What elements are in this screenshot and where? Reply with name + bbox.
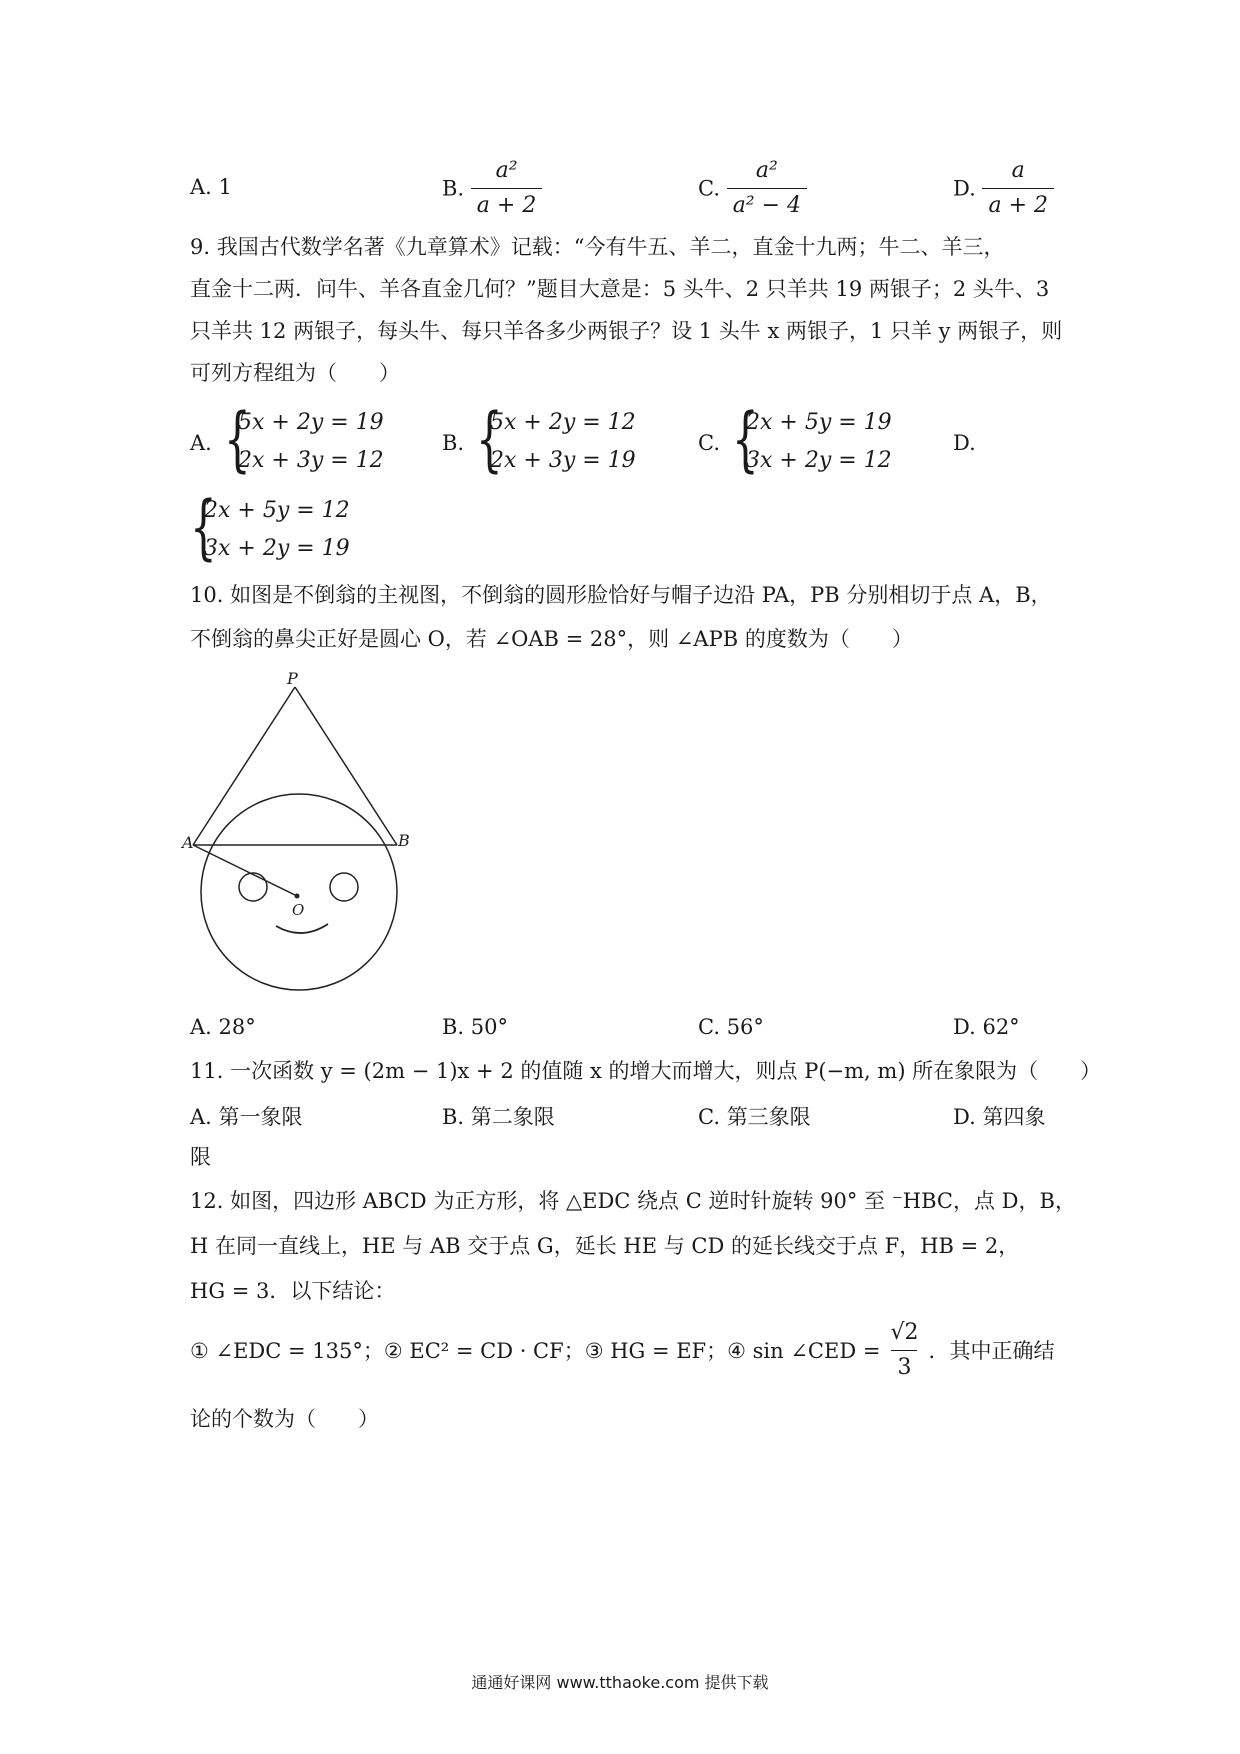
equation: 2x + 3y = 12 <box>238 448 384 473</box>
q10-line-2: 不倒翁的鼻尖正好是圆心 O，若 ∠OAB = 28°，则 ∠APB 的度数为（ ） <box>190 627 913 651</box>
q10-option-a <box>190 1012 256 1042</box>
label-o: O <box>292 901 305 919</box>
label-a: A <box>182 833 194 852</box>
brace-icon: { <box>190 486 217 568</box>
fraction-denominator: a + 2 <box>471 188 543 221</box>
option-text: 1 <box>218 175 232 199</box>
option-fraction <box>727 156 807 221</box>
hat-edge-pb <box>295 687 397 845</box>
q12-line-4 <box>190 1318 1054 1383</box>
q10-line-1: 10. 如图是不倒翁的主视图，不倒翁的圆形脸恰好与帽子边沿 PA，PB 分别相切于点 A，B， <box>190 583 1052 607</box>
q11-option-b <box>442 1102 555 1132</box>
q9-option-b-letter: B. <box>442 431 465 455</box>
option-text: 28° <box>218 1015 256 1039</box>
q8-option-a <box>190 172 232 202</box>
sin-fraction <box>884 1318 924 1383</box>
q11-line-1: 11. 一次函数 y = (2m − 1)x + 2 的值随 x 的增大而增大，则点 P(−m, m) 所在象限为（ ） <box>190 1059 1102 1083</box>
option-letter: A. <box>190 175 212 199</box>
fraction-numerator: a² <box>755 158 778 183</box>
brace-icon: { <box>732 398 759 480</box>
q9-option-d-letter: D. <box>953 431 976 455</box>
option-letter: A. <box>190 1015 212 1039</box>
fraction-denominator: 3 <box>891 1350 917 1383</box>
fraction-numerator: √2 <box>890 1320 919 1345</box>
option-letter: D. <box>953 1105 976 1129</box>
q9-line-4: 可列方程组为（ ） <box>190 361 400 385</box>
equation: 2x + 3y = 19 <box>490 448 636 473</box>
option-text: 第二象限 <box>470 1105 555 1129</box>
q11-option-d <box>953 1102 1045 1132</box>
equation: 5x + 2y = 12 <box>490 410 636 435</box>
page-footer: 通通好课网 www.tthaoke.com 提供下载 <box>471 1673 769 1692</box>
option-letter: B. <box>442 1105 465 1129</box>
q10-option-c <box>698 1012 764 1042</box>
q12-line-1: 12. 如图，四边形 ABCD 为正方形，将 △EDC 绕点 C 逆时针旋转 90° 至 ⁻HBC，点 D，B， <box>190 1189 1076 1213</box>
option-letter: B. <box>442 1015 465 1039</box>
q8-option-b <box>442 156 542 221</box>
option-text: 第四象 <box>982 1105 1046 1129</box>
option-text: 50° <box>470 1015 509 1039</box>
option-letter: C. <box>698 176 720 201</box>
equation: 2x + 5y = 19 <box>746 410 892 435</box>
option-letter: D. <box>953 176 976 201</box>
label-b: B <box>398 831 410 850</box>
q11-option-a <box>190 1102 303 1132</box>
brace-icon: { <box>476 398 503 480</box>
equation: 2x + 5y = 12 <box>204 498 350 523</box>
option-text: 62° <box>982 1015 1020 1039</box>
face-circle <box>201 794 397 990</box>
fraction-denominator: a² − 4 <box>727 188 807 221</box>
option-text: 56° <box>726 1015 764 1039</box>
fraction-numerator: a <box>1011 158 1025 183</box>
q11-option-c <box>698 1102 811 1132</box>
right-eye-icon <box>330 873 358 901</box>
q10-option-b <box>442 1012 508 1042</box>
q12-line-5: 论的个数为（ ） <box>190 1407 379 1431</box>
left-eye-icon <box>239 873 267 901</box>
option-text: 第三象限 <box>726 1105 811 1129</box>
radius-oa <box>193 845 297 896</box>
option-text: 第一象限 <box>218 1105 303 1129</box>
fraction-denominator: a + 2 <box>982 188 1054 221</box>
smile-icon <box>276 924 328 933</box>
option-letter: B. <box>442 176 465 201</box>
conclusions-text: ① ∠EDC = 135°；② EC² = CD · CF；③ HG = EF；④ sin ∠CED = <box>190 1338 881 1363</box>
q9-option-c-letter: C. <box>698 431 720 455</box>
option-fraction <box>982 156 1054 221</box>
q9-line-1: 9. 我国古代数学名著《九章算术》记载：“今有牛五、羊二，直金十九两；牛二、羊三， <box>190 235 1005 259</box>
option-letter: A. <box>190 1105 212 1129</box>
fraction-numerator: a² <box>495 158 518 183</box>
q8-option-d <box>953 156 1054 221</box>
q12-line-2: H 在同一直线上，HE 与 AB 交于点 G，延长 HE 与 CD 的延长线交于点 F，HB = 2， <box>190 1234 1020 1258</box>
hat-edge-pa <box>193 687 295 845</box>
option-letter: C. <box>698 1105 720 1129</box>
option-letter: C. <box>698 1015 720 1039</box>
center-point <box>295 894 300 899</box>
option-letter: D. <box>953 1015 976 1039</box>
q9-line-2: 直金十二两．问牛、羊各直金几何？”题目大意是：5 头牛、2 只羊共 19 两银子；2 头牛、3 <box>190 277 1050 301</box>
equation: 3x + 2y = 12 <box>746 448 892 473</box>
q11-option-d-wrap: 限 <box>190 1145 211 1169</box>
brace-icon: { <box>224 398 251 480</box>
q8-option-c <box>698 156 807 221</box>
q12-line-3: HG = 3．以下结论： <box>190 1279 396 1303</box>
q9-option-a-letter: A. <box>190 431 212 455</box>
conclusions-text-end: ．其中正确结 <box>928 1338 1055 1363</box>
equation: 3x + 2y = 19 <box>204 536 350 561</box>
equation: 5x + 2y = 19 <box>238 410 384 435</box>
q9-line-3: 只羊共 12 两银子，每头牛、每只羊各多少两银子？设 1 头牛 x 两银子，1 只羊 y 两银子，则 <box>190 319 1063 343</box>
tumbler-figure <box>180 665 420 995</box>
label-p: P <box>287 669 298 688</box>
q10-option-d <box>953 1012 1020 1042</box>
option-fraction <box>471 156 543 221</box>
